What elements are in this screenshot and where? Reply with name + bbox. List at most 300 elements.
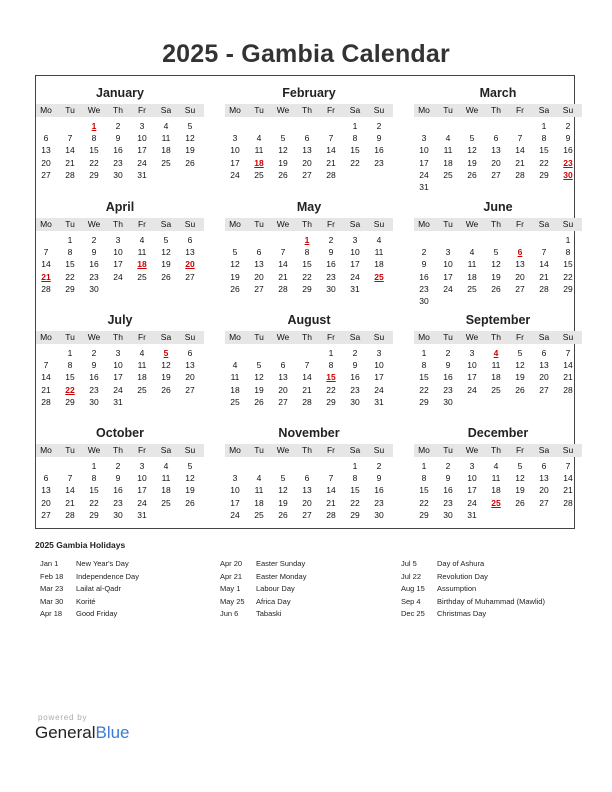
holiday-date: Sep 4 (401, 596, 421, 606)
weekday-label: Tu (443, 332, 453, 342)
weekday-label: Th (491, 105, 501, 115)
day-cell: 4 (256, 473, 262, 484)
day-cell: 20 (515, 271, 525, 282)
day-cell: 13 (302, 145, 312, 156)
day-cell: 25 (137, 384, 147, 395)
day-cell: 29 (326, 396, 336, 407)
day-cell: 2 (421, 247, 427, 258)
day-cell: 9 (565, 133, 571, 144)
day-cell: 4 (493, 461, 499, 471)
day-cell: 28 (563, 497, 573, 508)
day-cell: 10 (137, 473, 147, 484)
day-cell: 26 (515, 384, 525, 395)
holiday-row (396, 559, 576, 572)
day-cell: 19 (185, 145, 195, 156)
day-cell: 13 (254, 259, 264, 270)
day-cell: 31 (350, 283, 360, 294)
day-cell: 5 (493, 247, 499, 258)
day-cell: 23 (443, 497, 453, 508)
weekday-header (225, 218, 393, 231)
weekday-label: We (465, 105, 479, 115)
day-cell: 27 (41, 509, 51, 520)
day-cell: 17 (374, 372, 384, 383)
day-cell: 22 (302, 271, 312, 282)
holiday-row (215, 559, 395, 572)
day-cell: 30 (89, 396, 99, 407)
day-cell: 21 (563, 485, 573, 496)
day-cell: 29 (65, 396, 75, 407)
day-cell: 3 (115, 235, 121, 245)
day-cell: 17 (467, 372, 477, 383)
day-cell: 11 (443, 145, 453, 156)
weekday-label: Fr (137, 219, 147, 229)
day-cell: 29 (563, 283, 573, 294)
holiday-date: Jan 1 (40, 559, 59, 568)
holiday-row (215, 584, 395, 597)
day-cell: 10 (350, 247, 360, 258)
day-cell: 6 (541, 461, 547, 471)
brand-logo[interactable] (35, 723, 130, 743)
day-cell: 3 (445, 247, 451, 258)
day-cell: 14 (539, 259, 549, 270)
day-cell: 28 (278, 283, 288, 294)
holiday-date: Jul 5 (401, 559, 417, 568)
day-cell: 14 (563, 473, 573, 484)
weekday-label: Fr (137, 445, 147, 455)
weekday-label: Sa (538, 219, 550, 229)
day-cell: 12 (467, 145, 477, 156)
holiday-date: Mar 30 (40, 596, 64, 606)
holiday-name: Birthday of Muhammad (Mawlid) (437, 596, 545, 606)
day-cell: 15 (65, 372, 75, 383)
day-cell: 23 (443, 384, 453, 395)
weekday-label: Th (491, 219, 501, 229)
day-cell: 3 (352, 235, 358, 245)
day-cell: 10 (113, 360, 123, 371)
day-cell: 12 (254, 372, 264, 383)
weekday-header (36, 218, 204, 231)
weekday-label: Th (491, 332, 501, 342)
day-cell: 20 (41, 497, 51, 508)
day-cell: 13 (539, 473, 549, 484)
day-cell: 9 (115, 133, 121, 144)
day-cell: 17 (419, 157, 429, 168)
day-cell: 13 (185, 247, 195, 258)
day-cell: 10 (230, 485, 240, 496)
weekday-label: Su (184, 332, 196, 342)
day-cell: 15 (302, 259, 312, 270)
holiday-day: 18 (254, 157, 264, 168)
month-march (414, 82, 582, 192)
day-cell: 9 (352, 360, 358, 371)
weekday-label: Tu (443, 445, 453, 455)
day-cell: 1 (565, 235, 571, 245)
day-cell: 24 (443, 283, 453, 294)
day-cell: 5 (187, 121, 193, 131)
weekday-header (414, 331, 582, 344)
holiday-name: Tabaski (256, 609, 282, 618)
day-cell: 4 (232, 360, 238, 371)
holiday-day: 1 (91, 121, 97, 131)
holiday-day: 5 (163, 348, 169, 358)
holiday-name: Revolution Day (437, 571, 488, 581)
day-cell: 31 (467, 509, 477, 520)
day-cell: 26 (185, 497, 195, 508)
day-cell: 6 (43, 133, 49, 144)
day-cell: 15 (539, 145, 549, 156)
weekday-label: Sa (538, 332, 550, 342)
holiday-date: Apr 21 (220, 571, 243, 581)
holiday-name: Labour Day (256, 584, 295, 593)
day-cell: 18 (254, 497, 264, 508)
holiday-row (35, 584, 215, 597)
holiday-day: 18 (137, 259, 147, 270)
month-name: May (296, 200, 322, 214)
day-cell: 26 (185, 157, 195, 168)
holiday-column (35, 559, 215, 622)
day-cell: 28 (41, 396, 51, 407)
weekday-label: Tu (65, 105, 75, 115)
day-cell: 30 (443, 509, 453, 520)
day-cell: 20 (254, 271, 264, 282)
day-cell: 10 (467, 473, 477, 484)
month-name: August (287, 313, 331, 327)
weekday-label: Su (184, 219, 196, 229)
weekday-label: Th (302, 445, 312, 455)
day-cell: 23 (419, 283, 429, 294)
day-cell: 13 (41, 145, 51, 156)
day-cell: 19 (161, 372, 171, 383)
day-cell: 16 (419, 271, 429, 282)
day-cell: 14 (41, 372, 51, 383)
day-cell: 15 (563, 259, 573, 270)
day-cell: 25 (467, 283, 477, 294)
month-name: January (96, 86, 144, 100)
day-cell: 24 (230, 169, 240, 180)
day-cell: 17 (113, 259, 123, 270)
day-cell: 2 (115, 121, 121, 131)
day-cell: 18 (467, 271, 477, 282)
day-cell: 18 (491, 485, 501, 496)
weekday-header (36, 331, 204, 344)
holiday-day: 25 (491, 497, 501, 508)
day-cell: 21 (539, 271, 549, 282)
day-cell: 1 (421, 348, 427, 358)
day-cell: 28 (41, 283, 51, 294)
day-cell: 6 (304, 133, 310, 144)
day-cell: 31 (137, 509, 147, 520)
day-cell: 12 (278, 145, 288, 156)
holiday-date: Aug 15 (401, 584, 425, 593)
day-cell: 18 (443, 157, 453, 168)
month-name: September (465, 313, 531, 327)
day-cell: 12 (161, 360, 171, 371)
day-cell: 14 (41, 259, 51, 270)
weekday-label: Mo (418, 332, 430, 342)
holiday-name: Easter Monday (256, 571, 307, 581)
day-cell: 15 (419, 485, 429, 496)
day-cell: 2 (445, 461, 451, 471)
day-cell: 21 (515, 157, 525, 168)
day-cell: 24 (230, 509, 240, 520)
day-cell: 3 (115, 348, 121, 358)
day-cell: 11 (137, 360, 147, 371)
day-cell: 3 (469, 461, 475, 471)
holiday-date: Feb 18 (40, 571, 64, 581)
day-cell: 14 (65, 485, 75, 496)
weekday-label: Fr (515, 445, 525, 455)
day-cell: 21 (41, 384, 51, 395)
weekday-label: Sa (349, 105, 361, 115)
day-cell: 8 (421, 360, 427, 371)
day-cell: 4 (139, 235, 145, 245)
day-cell: 6 (187, 235, 193, 245)
day-cell: 6 (304, 473, 310, 484)
weekday-label: We (87, 445, 101, 455)
day-cell: 28 (65, 509, 75, 520)
day-cell: 14 (326, 485, 336, 496)
day-cell: 30 (443, 396, 453, 407)
month-name: July (107, 313, 133, 327)
day-cell: 28 (563, 384, 573, 395)
day-cell: 2 (352, 348, 358, 358)
day-cell: 7 (541, 247, 547, 258)
weekday-label: Su (562, 445, 574, 455)
day-cell: 20 (539, 372, 549, 383)
day-cell: 7 (43, 360, 49, 371)
weekday-header (414, 444, 582, 457)
month-october (36, 422, 204, 532)
day-cell: 10 (113, 247, 123, 258)
holiday-row (35, 559, 215, 572)
day-cell: 21 (326, 157, 336, 168)
day-cell: 28 (539, 283, 549, 294)
holiday-day: 1 (304, 235, 310, 245)
day-cell: 13 (539, 360, 549, 371)
day-cell: 24 (137, 157, 147, 168)
day-cell: 5 (280, 473, 286, 484)
day-cell: 1 (421, 461, 427, 471)
day-cell: 1 (352, 121, 358, 131)
weekday-label: Fr (326, 445, 336, 455)
day-cell: 7 (304, 360, 310, 371)
day-cell: 1 (67, 235, 73, 245)
day-cell: 9 (421, 259, 427, 270)
calendar-grid (35, 75, 575, 529)
weekday-label: Th (302, 219, 312, 229)
day-cell: 23 (89, 271, 99, 282)
day-cell: 2 (91, 235, 97, 245)
day-cell: 23 (113, 497, 123, 508)
month-name: April (105, 200, 135, 214)
day-cell: 6 (187, 348, 193, 358)
weekday-label: Tu (443, 219, 453, 229)
weekday-label: We (276, 445, 290, 455)
weekday-label: Su (373, 445, 385, 455)
day-cell: 17 (230, 157, 240, 168)
day-cell: 19 (278, 497, 288, 508)
month-august (225, 309, 393, 419)
weekday-label: Fr (137, 105, 147, 115)
day-cell: 15 (65, 259, 75, 270)
day-cell: 31 (374, 396, 384, 407)
holiday-day: 20 (185, 259, 195, 270)
weekday-label: Fr (137, 332, 147, 342)
day-cell: 15 (350, 145, 360, 156)
day-cell: 27 (302, 169, 312, 180)
day-cell: 18 (161, 145, 171, 156)
day-cell: 28 (302, 396, 312, 407)
day-cell: 4 (469, 247, 475, 258)
holiday-name: New Year's Day (76, 559, 129, 568)
day-cell: 12 (278, 485, 288, 496)
day-cell: 11 (374, 247, 384, 258)
day-cell: 29 (302, 283, 312, 294)
holiday-day: 21 (41, 271, 51, 282)
day-cell: 21 (278, 271, 288, 282)
holiday-name: Easter Sunday (256, 559, 306, 568)
day-cell: 5 (232, 247, 238, 258)
day-cell: 18 (230, 384, 240, 395)
day-cell: 9 (376, 133, 382, 144)
month-name: March (479, 86, 517, 100)
holiday-date: May 1 (220, 584, 241, 593)
weekday-label: Sa (160, 445, 172, 455)
weekday-label: Mo (418, 219, 430, 229)
weekday-header (414, 104, 582, 117)
weekday-label: Su (562, 105, 574, 115)
day-cell: 17 (113, 372, 123, 383)
day-cell: 7 (565, 461, 571, 471)
day-cell: 8 (421, 473, 427, 484)
day-cell: 27 (185, 384, 195, 395)
day-cell: 7 (280, 247, 286, 258)
day-cell: 29 (350, 509, 360, 520)
day-cell: 15 (419, 372, 429, 383)
day-cell: 7 (67, 133, 73, 144)
day-cell: 4 (376, 235, 382, 245)
day-cell: 9 (376, 473, 382, 484)
day-cell: 20 (491, 157, 501, 168)
day-cell: 27 (278, 396, 288, 407)
day-cell: 14 (65, 145, 75, 156)
day-cell: 17 (443, 271, 453, 282)
day-cell: 11 (491, 473, 501, 484)
weekday-label: Fr (515, 105, 525, 115)
day-cell: 19 (278, 157, 288, 168)
day-cell: 4 (445, 133, 451, 144)
weekday-label: Tu (254, 332, 264, 342)
day-cell: 22 (563, 271, 573, 282)
day-cell: 29 (65, 283, 75, 294)
day-cell: 20 (278, 384, 288, 395)
day-cell: 19 (161, 259, 171, 270)
weekday-label: Mo (229, 105, 241, 115)
day-cell: 26 (254, 396, 264, 407)
day-cell: 11 (467, 259, 477, 270)
page-title: 2025 - Gambia Calendar (162, 40, 450, 68)
day-cell: 10 (467, 360, 477, 371)
month-name: December (467, 426, 529, 440)
day-cell: 26 (515, 497, 525, 508)
holiday-day: 23 (563, 157, 573, 168)
day-cell: 7 (517, 133, 523, 144)
day-cell: 12 (230, 259, 240, 270)
powered-by-text: powered by (38, 713, 88, 722)
holiday-column (396, 559, 576, 622)
weekday-label: Fr (515, 332, 525, 342)
day-cell: 12 (185, 133, 195, 144)
holiday-row (396, 572, 576, 585)
day-cell: 26 (278, 509, 288, 520)
day-cell: 6 (280, 360, 286, 371)
weekday-label: Fr (326, 332, 336, 342)
weekday-label: We (465, 332, 479, 342)
day-cell: 1 (67, 348, 73, 358)
holiday-name: Korité (76, 596, 96, 606)
day-cell: 10 (419, 145, 429, 156)
brand-general: General (35, 723, 96, 742)
day-cell: 9 (445, 473, 451, 484)
day-cell: 4 (256, 133, 262, 144)
day-cell: 27 (41, 169, 51, 180)
day-cell: 14 (563, 360, 573, 371)
holidays-title: 2025 Gambia Holidays (35, 540, 126, 550)
day-cell: 28 (326, 169, 336, 180)
day-cell: 19 (515, 372, 525, 383)
day-cell: 2 (91, 348, 97, 358)
day-cell: 13 (41, 485, 51, 496)
day-cell: 3 (139, 121, 145, 131)
day-cell: 4 (163, 461, 169, 471)
holiday-date: Apr 18 (40, 609, 63, 618)
day-cell: 24 (350, 271, 360, 282)
day-cell: 12 (515, 360, 525, 371)
weekday-label: Mo (229, 445, 241, 455)
day-cell: 29 (539, 169, 549, 180)
holiday-day: 15 (326, 372, 336, 383)
day-cell: 5 (256, 360, 262, 371)
day-cell: 19 (230, 271, 240, 282)
holiday-day: 25 (374, 271, 384, 282)
weekday-label: We (87, 332, 101, 342)
weekday-label: Tu (254, 219, 264, 229)
day-cell: 8 (541, 133, 547, 144)
weekday-header (225, 331, 393, 344)
day-cell: 27 (491, 169, 501, 180)
day-cell: 19 (467, 157, 477, 168)
day-cell: 4 (163, 121, 169, 131)
weekday-label: Th (491, 445, 501, 455)
day-cell: 8 (328, 360, 334, 371)
weekday-label: Th (113, 332, 123, 342)
day-cell: 16 (113, 485, 123, 496)
day-cell: 24 (113, 384, 123, 395)
day-cell: 30 (89, 283, 99, 294)
weekday-header (414, 218, 582, 231)
day-cell: 8 (91, 473, 97, 484)
day-cell: 20 (539, 485, 549, 496)
day-cell: 15 (350, 485, 360, 496)
day-cell: 22 (326, 384, 336, 395)
weekday-label: Mo (418, 105, 430, 115)
day-cell: 9 (91, 360, 97, 371)
day-cell: 19 (491, 271, 501, 282)
day-cell: 23 (374, 157, 384, 168)
day-cell: 8 (352, 473, 358, 484)
weekday-label: Mo (40, 332, 52, 342)
day-cell: 16 (113, 145, 123, 156)
